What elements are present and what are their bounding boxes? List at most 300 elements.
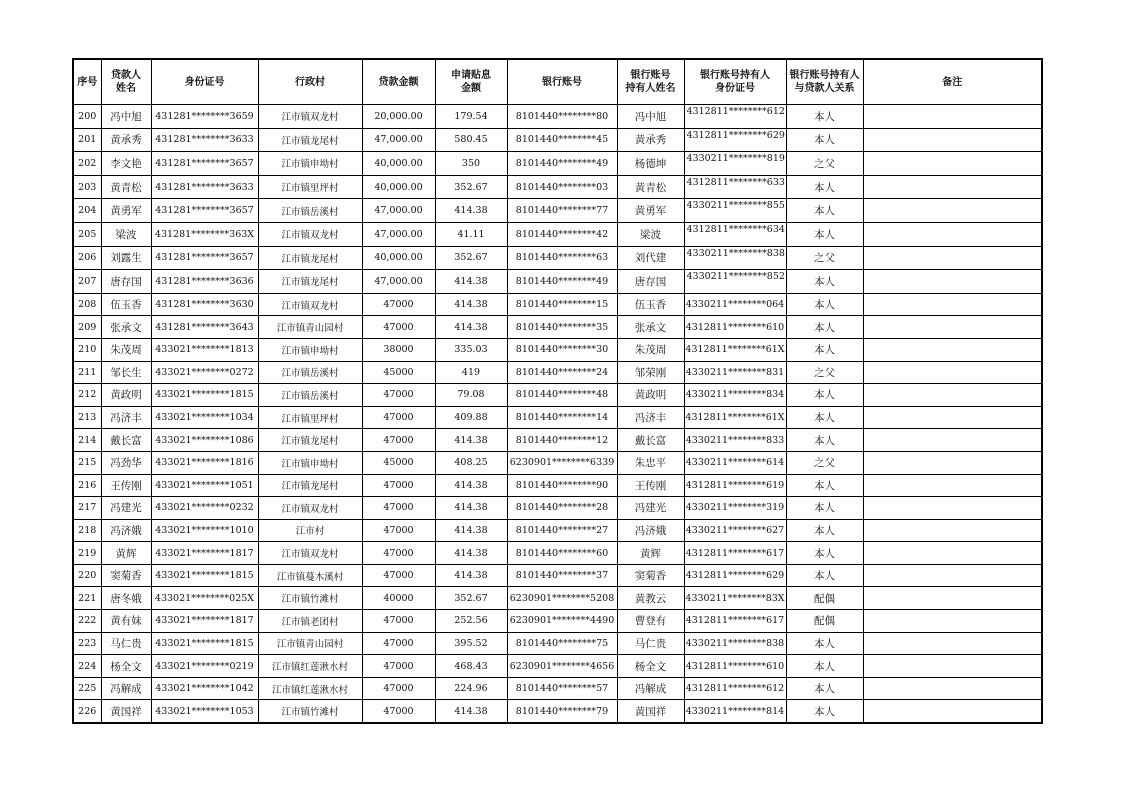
cell-no: 210 bbox=[73, 338, 101, 361]
cell-id-number: 433021********0232 bbox=[151, 497, 258, 520]
cell-borrower-name: 李文艳 bbox=[101, 152, 151, 176]
cell-relation: 本人 bbox=[786, 564, 863, 587]
cell-id-number: 431281********3636 bbox=[151, 270, 258, 294]
table-row bbox=[73, 564, 1042, 587]
cell-bank-account: 8101440********49 bbox=[507, 270, 617, 294]
cell-note bbox=[863, 429, 1042, 452]
cell-id-number: 433021********1817 bbox=[151, 610, 258, 633]
cell-loan-amount: 47,000.00 bbox=[362, 128, 435, 152]
cell-no: 207 bbox=[73, 270, 101, 294]
cell-id-number: 431281********3643 bbox=[151, 316, 258, 339]
cell-holder-id-text: 4330211********852 bbox=[686, 271, 785, 283]
cell-subsidy-amount: 41.11 bbox=[435, 222, 507, 246]
cell-relation: 本人 bbox=[786, 175, 863, 199]
cell-holder-name: 邹荣刚 bbox=[617, 361, 684, 384]
cell-bank-account: 8101440********75 bbox=[507, 632, 617, 655]
cell-loan-amount: 40,000.00 bbox=[362, 175, 435, 199]
col-header-relation: 银行账号持有人 与贷款人关系 bbox=[786, 59, 863, 105]
cell-holder-id-text: 4312811********612 bbox=[686, 106, 785, 117]
cell-id-number: 431281********3657 bbox=[151, 199, 258, 223]
cell-bank-account: 8101440********24 bbox=[507, 361, 617, 384]
cell-no: 226 bbox=[73, 700, 101, 723]
cell-subsidy-amount: 414.38 bbox=[435, 700, 507, 723]
cell-note bbox=[863, 451, 1042, 474]
cell-borrower-name: 杨全文 bbox=[101, 655, 151, 678]
header-row bbox=[73, 59, 1042, 105]
cell-borrower-name: 张承文 bbox=[101, 316, 151, 339]
cell-holder-id: 4312811********61X bbox=[684, 406, 786, 429]
cell-village: 江市镇竹滩村 bbox=[258, 587, 362, 610]
table-row bbox=[73, 632, 1042, 655]
cell-subsidy-amount: 350 bbox=[435, 152, 507, 176]
cell-no: 214 bbox=[73, 429, 101, 452]
cell-no: 222 bbox=[73, 610, 101, 633]
cell-holder-id: 4330211********319 bbox=[684, 497, 786, 520]
cell-holder-id bbox=[684, 222, 786, 246]
cell-village: 江市镇青山园村 bbox=[258, 632, 362, 655]
cell-holder-name: 冯济娥 bbox=[617, 519, 684, 542]
cell-borrower-name: 冯解成 bbox=[101, 677, 151, 700]
cell-borrower-name: 冯济丰 bbox=[101, 406, 151, 429]
cell-subsidy-amount: 414.38 bbox=[435, 199, 507, 223]
cell-borrower-name: 黄青松 bbox=[101, 175, 151, 199]
cell-subsidy-amount: 408.25 bbox=[435, 451, 507, 474]
cell-note bbox=[863, 677, 1042, 700]
cell-subsidy-amount: 414.38 bbox=[435, 542, 507, 565]
cell-holder-id bbox=[684, 246, 786, 270]
table-row bbox=[73, 429, 1042, 452]
cell-borrower-name: 王传刚 bbox=[101, 474, 151, 497]
cell-subsidy-amount: 352.67 bbox=[435, 246, 507, 270]
cell-relation: 本人 bbox=[786, 406, 863, 429]
cell-village: 江市村 bbox=[258, 519, 362, 542]
table-row bbox=[73, 316, 1042, 339]
cell-no: 223 bbox=[73, 632, 101, 655]
cell-borrower-name: 冯劲华 bbox=[101, 451, 151, 474]
cell-village: 江市镇蔓木溪村 bbox=[258, 564, 362, 587]
cell-village: 江市镇岳溪村 bbox=[258, 384, 362, 407]
cell-note bbox=[863, 655, 1042, 678]
cell-no: 215 bbox=[73, 451, 101, 474]
cell-village: 江市镇申坳村 bbox=[258, 152, 362, 176]
cell-note bbox=[863, 222, 1042, 246]
cell-village: 江市镇申坳村 bbox=[258, 451, 362, 474]
cell-relation: 本人 bbox=[786, 199, 863, 223]
cell-village: 江市镇双龙村 bbox=[258, 497, 362, 520]
cell-village: 江市镇青山园村 bbox=[258, 316, 362, 339]
cell-no: 208 bbox=[73, 293, 101, 316]
cell-bank-account: 8101440********63 bbox=[507, 246, 617, 270]
cell-village: 江市镇老团村 bbox=[258, 610, 362, 633]
cell-loan-amount: 47000 bbox=[362, 677, 435, 700]
cell-village: 江市镇岳溪村 bbox=[258, 361, 362, 384]
cell-holder-name: 戴长富 bbox=[617, 429, 684, 452]
cell-holder-name: 黄教云 bbox=[617, 587, 684, 610]
cell-note bbox=[863, 270, 1042, 294]
cell-note bbox=[863, 246, 1042, 270]
cell-borrower-name: 黄勇军 bbox=[101, 199, 151, 223]
cell-holder-name: 黄青松 bbox=[617, 175, 684, 199]
cell-bank-account: 8101440********77 bbox=[507, 199, 617, 223]
cell-holder-name: 黄勇军 bbox=[617, 199, 684, 223]
table-row bbox=[73, 105, 1042, 129]
cell-borrower-name: 黄政明 bbox=[101, 384, 151, 407]
cell-bank-account: 8101440********37 bbox=[507, 564, 617, 587]
cell-bank-account: 8101440********27 bbox=[507, 519, 617, 542]
cell-borrower-name: 窦菊香 bbox=[101, 564, 151, 587]
cell-bank-account: 6230901********4656 bbox=[507, 655, 617, 678]
cell-no: 225 bbox=[73, 677, 101, 700]
cell-no: 202 bbox=[73, 152, 101, 176]
cell-holder-id: 4330211********838 bbox=[684, 632, 786, 655]
cell-holder-name: 杨德坤 bbox=[617, 152, 684, 176]
cell-loan-amount: 47000 bbox=[362, 316, 435, 339]
cell-holder-id: 4330211********83X bbox=[684, 587, 786, 610]
cell-relation: 之父 bbox=[786, 246, 863, 270]
col-header-no: 序号 bbox=[73, 59, 101, 105]
cell-subsidy-amount: 414.38 bbox=[435, 519, 507, 542]
cell-relation: 本人 bbox=[786, 293, 863, 316]
col-header-id-number: 身份证号 bbox=[151, 59, 258, 105]
cell-relation: 本人 bbox=[786, 316, 863, 339]
cell-holder-id: 4330211********627 bbox=[684, 519, 786, 542]
cell-village: 江市镇岳溪村 bbox=[258, 199, 362, 223]
cell-note bbox=[863, 128, 1042, 152]
cell-relation: 本人 bbox=[786, 700, 863, 723]
cell-subsidy-amount: 79.08 bbox=[435, 384, 507, 407]
cell-borrower-name: 冯建光 bbox=[101, 497, 151, 520]
cell-no: 203 bbox=[73, 175, 101, 199]
cell-loan-amount: 40000 bbox=[362, 587, 435, 610]
cell-village: 江市镇龙尾村 bbox=[258, 474, 362, 497]
cell-holder-id: 4330211********833 bbox=[684, 429, 786, 452]
cell-id-number: 433021********0219 bbox=[151, 655, 258, 678]
cell-relation: 本人 bbox=[786, 677, 863, 700]
table-row bbox=[73, 497, 1042, 520]
cell-holder-name: 黄政明 bbox=[617, 384, 684, 407]
cell-id-number: 433021********1815 bbox=[151, 632, 258, 655]
cell-subsidy-amount: 352.67 bbox=[435, 175, 507, 199]
cell-relation: 本人 bbox=[786, 542, 863, 565]
table-row bbox=[73, 361, 1042, 384]
cell-village: 江市镇双龙村 bbox=[258, 542, 362, 565]
cell-holder-name: 冯中旭 bbox=[617, 105, 684, 129]
cell-subsidy-amount: 580.45 bbox=[435, 128, 507, 152]
cell-note bbox=[863, 497, 1042, 520]
cell-borrower-name: 唐存国 bbox=[101, 270, 151, 294]
cell-subsidy-amount: 224.96 bbox=[435, 677, 507, 700]
cell-relation: 本人 bbox=[786, 105, 863, 129]
cell-borrower-name: 梁波 bbox=[101, 222, 151, 246]
cell-id-number: 433021********1053 bbox=[151, 700, 258, 723]
cell-holder-id: 4330211********834 bbox=[684, 384, 786, 407]
cell-holder-id bbox=[684, 199, 786, 223]
cell-id-number: 433021********1086 bbox=[151, 429, 258, 452]
cell-id-number: 433021********1051 bbox=[151, 474, 258, 497]
cell-loan-amount: 47000 bbox=[362, 429, 435, 452]
cell-bank-account: 8101440********14 bbox=[507, 406, 617, 429]
cell-note bbox=[863, 316, 1042, 339]
table-row bbox=[73, 128, 1042, 152]
cell-no: 204 bbox=[73, 199, 101, 223]
cell-no: 212 bbox=[73, 384, 101, 407]
cell-holder-id: 4312811********610 bbox=[684, 316, 786, 339]
table-row bbox=[73, 222, 1042, 246]
cell-holder-name: 曹登有 bbox=[617, 610, 684, 633]
cell-no: 220 bbox=[73, 564, 101, 587]
cell-loan-amount: 40,000.00 bbox=[362, 246, 435, 270]
cell-id-number: 431281********363X bbox=[151, 222, 258, 246]
cell-holder-id-text: 4312811********634 bbox=[686, 223, 785, 235]
cell-holder-name: 梁波 bbox=[617, 222, 684, 246]
cell-id-number: 433021********1815 bbox=[151, 384, 258, 407]
cell-relation: 配偶 bbox=[786, 610, 863, 633]
cell-holder-name: 朱忠平 bbox=[617, 451, 684, 474]
cell-relation: 本人 bbox=[786, 632, 863, 655]
col-header-village: 行政村 bbox=[258, 59, 362, 105]
cell-id-number: 433021********1817 bbox=[151, 542, 258, 565]
table-row bbox=[73, 338, 1042, 361]
cell-borrower-name: 马仁贵 bbox=[101, 632, 151, 655]
cell-id-number: 431281********3633 bbox=[151, 128, 258, 152]
cell-subsidy-amount: 419 bbox=[435, 361, 507, 384]
cell-holder-name: 王传刚 bbox=[617, 474, 684, 497]
cell-borrower-name: 邹长生 bbox=[101, 361, 151, 384]
cell-holder-id: 4312811********610 bbox=[684, 655, 786, 678]
cell-holder-name: 黄国祥 bbox=[617, 700, 684, 723]
cell-bank-account: 6230901********4490 bbox=[507, 610, 617, 633]
cell-no: 201 bbox=[73, 128, 101, 152]
table-row bbox=[73, 451, 1042, 474]
cell-subsidy-amount: 414.38 bbox=[435, 497, 507, 520]
cell-holder-id: 4330211********814 bbox=[684, 700, 786, 723]
cell-no: 217 bbox=[73, 497, 101, 520]
cell-village: 江市镇红莲湫水村 bbox=[258, 677, 362, 700]
cell-loan-amount: 47,000.00 bbox=[362, 270, 435, 294]
cell-id-number: 431281********3657 bbox=[151, 246, 258, 270]
cell-relation: 本人 bbox=[786, 474, 863, 497]
cell-village: 江市镇里坪村 bbox=[258, 406, 362, 429]
cell-note bbox=[863, 384, 1042, 407]
cell-loan-amount: 20,000.00 bbox=[362, 105, 435, 129]
cell-note bbox=[863, 542, 1042, 565]
cell-subsidy-amount: 414.38 bbox=[435, 293, 507, 316]
cell-relation: 本人 bbox=[786, 128, 863, 152]
cell-holder-id: 4312811********619 bbox=[684, 474, 786, 497]
cell-no: 219 bbox=[73, 542, 101, 565]
cell-note bbox=[863, 587, 1042, 610]
cell-note bbox=[863, 152, 1042, 176]
cell-bank-account: 8101440********30 bbox=[507, 338, 617, 361]
cell-id-number: 431281********3657 bbox=[151, 152, 258, 176]
cell-relation: 本人 bbox=[786, 338, 863, 361]
cell-relation: 之父 bbox=[786, 152, 863, 176]
cell-village: 江市镇竹滩村 bbox=[258, 700, 362, 723]
cell-note bbox=[863, 564, 1042, 587]
cell-village: 江市镇双龙村 bbox=[258, 105, 362, 129]
cell-id-number: 433021********1813 bbox=[151, 338, 258, 361]
cell-holder-id: 4312811********61X bbox=[684, 338, 786, 361]
cell-relation: 本人 bbox=[786, 222, 863, 246]
cell-loan-amount: 47000 bbox=[362, 474, 435, 497]
cell-note bbox=[863, 406, 1042, 429]
table-row bbox=[73, 700, 1042, 723]
cell-holder-id: 4330211********831 bbox=[684, 361, 786, 384]
cell-subsidy-amount: 409.88 bbox=[435, 406, 507, 429]
cell-holder-id-text: 4330211********855 bbox=[686, 200, 785, 212]
cell-no: 221 bbox=[73, 587, 101, 610]
col-header-bank-account: 银行账号 bbox=[507, 59, 617, 105]
cell-holder-name: 窦菊香 bbox=[617, 564, 684, 587]
cell-loan-amount: 47000 bbox=[362, 655, 435, 678]
cell-bank-account: 8101440********57 bbox=[507, 677, 617, 700]
cell-relation: 配偶 bbox=[786, 587, 863, 610]
col-header-note: 备注 bbox=[863, 59, 1042, 105]
cell-no: 224 bbox=[73, 655, 101, 678]
table-row bbox=[73, 199, 1042, 223]
cell-subsidy-amount: 414.38 bbox=[435, 564, 507, 587]
cell-holder-name: 黄辉 bbox=[617, 542, 684, 565]
cell-loan-amount: 47000 bbox=[362, 406, 435, 429]
cell-no: 206 bbox=[73, 246, 101, 270]
cell-bank-account: 8101440********12 bbox=[507, 429, 617, 452]
table-row bbox=[73, 610, 1042, 633]
cell-loan-amount: 47,000.00 bbox=[362, 222, 435, 246]
cell-bank-account: 8101440********79 bbox=[507, 700, 617, 723]
cell-subsidy-amount: 395.52 bbox=[435, 632, 507, 655]
table-row bbox=[73, 152, 1042, 176]
cell-subsidy-amount: 414.38 bbox=[435, 474, 507, 497]
table-row bbox=[73, 246, 1042, 270]
cell-borrower-name: 朱茂周 bbox=[101, 338, 151, 361]
cell-holder-name: 冯解成 bbox=[617, 677, 684, 700]
cell-loan-amount: 47000 bbox=[362, 632, 435, 655]
cell-bank-account: 6230901********6339 bbox=[507, 451, 617, 474]
cell-loan-amount: 47000 bbox=[362, 519, 435, 542]
cell-no: 200 bbox=[73, 105, 101, 129]
cell-holder-id: 4312811********612 bbox=[684, 677, 786, 700]
cell-note bbox=[863, 610, 1042, 633]
cell-id-number: 431281********3633 bbox=[151, 175, 258, 199]
cell-borrower-name: 冯济娥 bbox=[101, 519, 151, 542]
cell-subsidy-amount: 414.38 bbox=[435, 429, 507, 452]
cell-loan-amount: 47000 bbox=[362, 700, 435, 723]
cell-bank-account: 8101440********15 bbox=[507, 293, 617, 316]
cell-village: 江市镇双龙村 bbox=[258, 222, 362, 246]
cell-note bbox=[863, 474, 1042, 497]
cell-relation: 本人 bbox=[786, 429, 863, 452]
table-row bbox=[73, 677, 1042, 700]
cell-subsidy-amount: 252.56 bbox=[435, 610, 507, 633]
cell-holder-id bbox=[684, 105, 786, 129]
cell-note bbox=[863, 105, 1042, 129]
cell-loan-amount: 45000 bbox=[362, 451, 435, 474]
col-header-borrower-name: 贷款人 姓名 bbox=[101, 59, 151, 105]
cell-note bbox=[863, 361, 1042, 384]
cell-no: 213 bbox=[73, 406, 101, 429]
cell-holder-id: 4312811********617 bbox=[684, 542, 786, 565]
cell-holder-name: 黄承秀 bbox=[617, 128, 684, 152]
cell-holder-id: 4312811********617 bbox=[684, 610, 786, 633]
cell-note bbox=[863, 700, 1042, 723]
cell-holder-id-text: 4330211********838 bbox=[686, 247, 785, 259]
cell-bank-account: 8101440********42 bbox=[507, 222, 617, 246]
cell-subsidy-amount: 414.38 bbox=[435, 316, 507, 339]
cell-no: 209 bbox=[73, 316, 101, 339]
cell-borrower-name: 戴长富 bbox=[101, 429, 151, 452]
table-row bbox=[73, 519, 1042, 542]
cell-holder-name: 张承文 bbox=[617, 316, 684, 339]
cell-bank-account: 8101440********80 bbox=[507, 105, 617, 129]
cell-no: 218 bbox=[73, 519, 101, 542]
cell-village: 江市镇申坳村 bbox=[258, 338, 362, 361]
cell-bank-account: 8101440********90 bbox=[507, 474, 617, 497]
col-header-loan-amount: 贷款金额 bbox=[362, 59, 435, 105]
cell-borrower-name: 伍玉香 bbox=[101, 293, 151, 316]
cell-holder-id-text: 4330211********819 bbox=[686, 153, 785, 165]
cell-loan-amount: 47000 bbox=[362, 610, 435, 633]
cell-holder-name: 唐存国 bbox=[617, 270, 684, 294]
cell-loan-amount: 47000 bbox=[362, 384, 435, 407]
cell-loan-amount: 38000 bbox=[362, 338, 435, 361]
cell-id-number: 431281********3659 bbox=[151, 105, 258, 129]
cell-bank-account: 8101440********48 bbox=[507, 384, 617, 407]
cell-holder-id bbox=[684, 175, 786, 199]
cell-relation: 本人 bbox=[786, 270, 863, 294]
cell-id-number: 433021********1010 bbox=[151, 519, 258, 542]
col-header-subsidy-amount: 申请贴息 金额 bbox=[435, 59, 507, 105]
cell-holder-id bbox=[684, 152, 786, 176]
cell-holder-name: 冯建光 bbox=[617, 497, 684, 520]
cell-id-number: 433021********1816 bbox=[151, 451, 258, 474]
cell-note bbox=[863, 519, 1042, 542]
cell-id-number: 433021********0272 bbox=[151, 361, 258, 384]
cell-subsidy-amount: 335.03 bbox=[435, 338, 507, 361]
cell-borrower-name: 唐冬娥 bbox=[101, 587, 151, 610]
table-row bbox=[73, 175, 1042, 199]
cell-village: 江市镇龙尾村 bbox=[258, 270, 362, 294]
cell-holder-id bbox=[684, 270, 786, 294]
cell-loan-amount: 47000 bbox=[362, 564, 435, 587]
cell-id-number: 431281********3630 bbox=[151, 293, 258, 316]
cell-holder-name: 马仁贵 bbox=[617, 632, 684, 655]
cell-subsidy-amount: 179.54 bbox=[435, 105, 507, 129]
cell-loan-amount: 47000 bbox=[362, 497, 435, 520]
cell-loan-amount: 47,000.00 bbox=[362, 199, 435, 223]
cell-relation: 本人 bbox=[786, 497, 863, 520]
cell-no: 211 bbox=[73, 361, 101, 384]
cell-bank-account: 8101440********28 bbox=[507, 497, 617, 520]
table-row bbox=[73, 587, 1042, 610]
cell-bank-account: 6230901********5208 bbox=[507, 587, 617, 610]
cell-village: 江市镇龙尾村 bbox=[258, 246, 362, 270]
cell-loan-amount: 45000 bbox=[362, 361, 435, 384]
cell-subsidy-amount: 468.43 bbox=[435, 655, 507, 678]
cell-borrower-name: 黄承秀 bbox=[101, 128, 151, 152]
cell-subsidy-amount: 352.67 bbox=[435, 587, 507, 610]
cell-loan-amount: 47000 bbox=[362, 542, 435, 565]
cell-id-number: 433021********1042 bbox=[151, 677, 258, 700]
cell-id-number: 433021********1815 bbox=[151, 564, 258, 587]
cell-id-number: 433021********025X bbox=[151, 587, 258, 610]
table-row bbox=[73, 293, 1042, 316]
cell-village: 江市镇里坪村 bbox=[258, 175, 362, 199]
cell-note bbox=[863, 199, 1042, 223]
cell-loan-amount: 40,000.00 bbox=[362, 152, 435, 176]
cell-holder-id: 4330211********064 bbox=[684, 293, 786, 316]
cell-holder-name: 刘代建 bbox=[617, 246, 684, 270]
cell-holder-id bbox=[684, 128, 786, 152]
